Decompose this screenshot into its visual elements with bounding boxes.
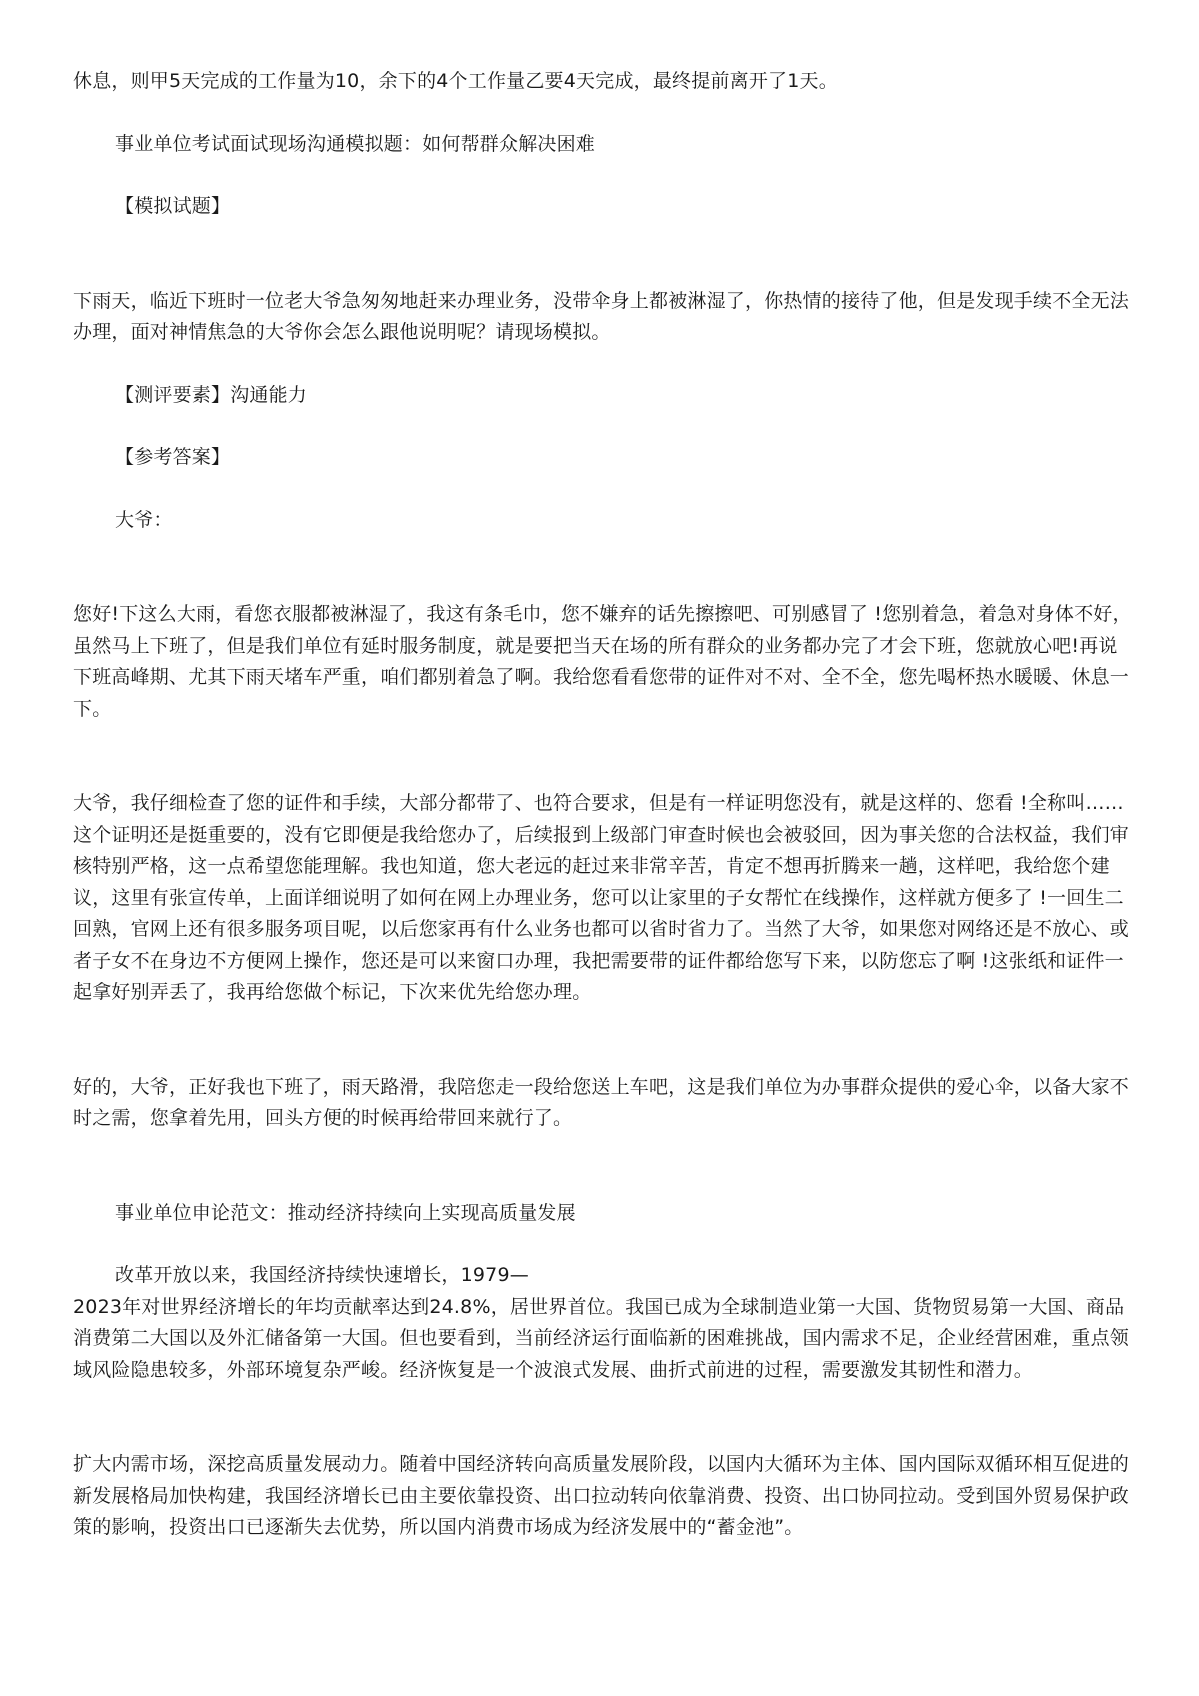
answer-paragraph-2: 大爷，我仔细检查了您的证件和手续，大部分都带了、也符合要求，但是有一样证明您没有，就是这样的、您看 !全称叫……这个证明还是挺重要的，没有它即便是我给您办了，后续报到上级部门审查时候也会被驳回，因为事关您的合法权益，我们审核特别严格，这一点希望您能理解。我也知道，您大老远的赶过来非常辛苦，肯定不想再折腾来一趟，这样吧，我给您个建议，这里有张宣传单，上面详细说明了如何在网上办理业务，您可以让家里的子女帮忙在线操作，这样就方便多了 !一回生二回熟，官网上还有很多服务项目呢，以后您家再有什么业务也都可以省时省力了。当然了大爷，如果您对网络还是不放心、或者子女不在身边不方便网上操作，您还是可以来窗口办理，我把需要带的证件都给您写下来，以防您忘了啊 !这张纸和证件一起拿好别弄丢了，我再给您做个标记，下次来优先给您办理。 [73, 792, 1130, 1003]
tag-mock-question: 【模拟试题】 [115, 195, 231, 217]
question-text: 下雨天，临近下班时一位老大爷急匆匆地赶来办理业务，没带伞身上都被淋湿了，你热情的接待了他，但是发现手续不全无法办理，面对神情焦急的大爷你会怎么跟他说明呢？请现场模拟。 [73, 289, 1130, 343]
essay-paragraph-1-body: 2023年对世界经济增长的年均贡献率达到24.8%，居世界首位。我国已成为全球制造业第一大国、货物贸易第一大国、商品消费第二大国以及外汇储备第一大国。但也要看到，当前经济运行面临新的困难挑战，国内需求不足，企业经营困难，重点领域风险隐患较多，外部环境复杂严峻。经济恢复是一个波浪式发展、曲折式前进的过程，需要激发其韧性和潜力。 [73, 1295, 1130, 1381]
section-heading-interview: 事业单位考试面试现场沟通模拟题：如何帮群众解决困难 [115, 132, 596, 155]
answer-paragraph-1: 您好!下这么大雨，看您衣服都被淋湿了，我这有条毛巾，您不嫌弃的话先擦擦吧、可别感冒了 !您别着急，着急对身体不好，虽然马上下班了，但是我们单位有延时服务制度，就是要把当天在场的所有群众的业务都办完了才会下班，您就放心吧!再说下班高峰期、尤其下雨天堵车严重，咱们都别着急了啊。我给您看看您带的证件对不对、全不全，您先喝杯热水暖暖、休息一下。 [73, 603, 1132, 720]
section-heading-essay: 事业单位申论范文：推动经济持续向上实现高质量发展 [115, 1201, 576, 1224]
essay-paragraph-2: 扩大内需市场，深挖高质量发展动力。随着中国经济转向高质量发展阶段，以国内大循环为主体、国内国际双循环相互促进的新发展格局加快构建，我国经济增长已由主要依靠投资、出口拉动转向依靠消费、投资、出口协同拉动。受到国外贸易保护政策的影响，投资出口已逐渐失去优势，所以国内消费市场成为经济发展中的“蓄金池”。 [73, 1453, 1130, 1538]
document-page [73, 66, 1133, 1544]
answer-greeting: 大爷： [115, 508, 173, 531]
paragraph-continuation: 休息，则甲5天完成的工作量为10，余下的4个工作量乙要4天完成，最终提前离开了1天。 [73, 70, 838, 92]
tag-reference-answer: 【参考答案】 [115, 446, 231, 468]
answer-paragraph-3: 好的，大爷，正好我也下班了，雨天路滑，我陪您走一段给您送上车吧，这是我们单位为办事群众提供的爱心伞，以备大家不时之需，您拿着先用，回头方便的时候再给带回来就行了。 [73, 1075, 1130, 1129]
tag-evaluation-element: 【测评要素】沟通能力 [115, 383, 308, 406]
essay-paragraph-1-first-line: 改革开放以来，我国经济持续快速增长，1979— [115, 1264, 529, 1286]
